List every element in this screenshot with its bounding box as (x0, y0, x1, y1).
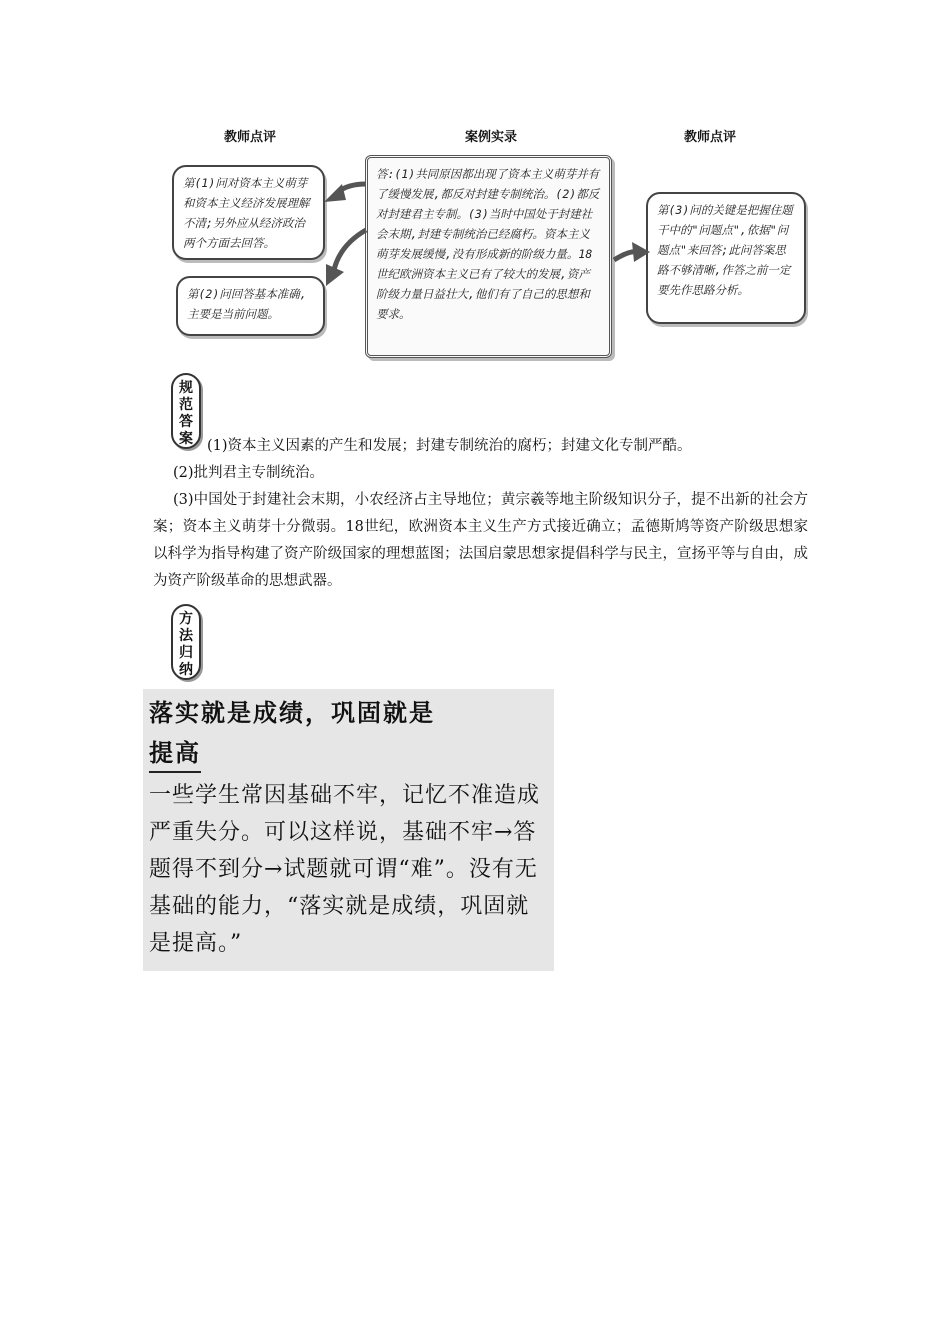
arrow-to-comment-2 (334, 230, 366, 270)
teacher-comment-box-1: 第(1)问对资本主义萌芽和资本主义经济发展理解不清;另外应从经济政治两个方面去回答。 (172, 165, 325, 260)
case-record-box: 答:(1)共同原因都出现了资本主义萌芽并有了缓慢发展,都反对封建专制统治。(2)都反对封建君主专制。(3)当时中国处于封建社会末期,封建专制统治已经腐朽。资本主义萌芽发展缓慢,没有形成新的阶级力量。18世纪欧洲资本主义已有了较大的发展,资产阶级力量日益壮大,他们有了自己的思想和要求。 (365, 155, 612, 358)
answer-part-3: (3)中国处于封建社会末期，小农经济占主导地位；黄宗羲等地主阶级知识分子，提不出新的社会方案；资本主义萌芽十分微弱。18世纪，欧洲资本主义生产方式接近确立；孟德斯鸠等资产阶级思想家以科学为指导构建了资产阶级国家的理想蓝图；法国启蒙思想家提倡科学与民主，宣扬平等与自由，成为资产阶级革命的思想武器。 (153, 492, 808, 589)
left-column-header: 教师点评 (223, 130, 276, 145)
answer-part-1: (1)资本主义因素的产生和发展；封建专制统治的腐朽；封建文化专制严酷。 (207, 438, 692, 454)
method-title-line-2: 提高 (149, 735, 201, 773)
method-title-line-1: 落实就是成绩，巩固就是 (149, 698, 435, 727)
center-column-header: 案例实录 (464, 130, 517, 145)
diagram-arrows (300, 170, 660, 320)
standard-answer-badge: 规范答案 (171, 373, 201, 449)
teacher-comment-box-2: 第(2)问回答基本准确,主要是当前问题。 (176, 276, 325, 336)
method-summary-box (143, 689, 554, 971)
teacher-comment-box-3: 第(3)问的关键是把握住题干中的"问题点",依据"问题点"来回答;此问答案思路不够清晰,作答之前一定要先作思路分析。 (646, 192, 806, 324)
method-summary-badge: 方法归纳 (171, 604, 201, 680)
arrow-head-3 (632, 242, 650, 262)
method-body: 一些学生常因基础不牢，记忆不准造成严重失分。可以这样说，基础不牢→答题得不到分→试题就可谓“难”。没有无基础的能力，“落实就是成绩，巩固就是提高。” (149, 783, 541, 956)
right-column-header: 教师点评 (683, 130, 736, 145)
answer-part-2: (2)批判君主专制统治。 (173, 465, 325, 481)
